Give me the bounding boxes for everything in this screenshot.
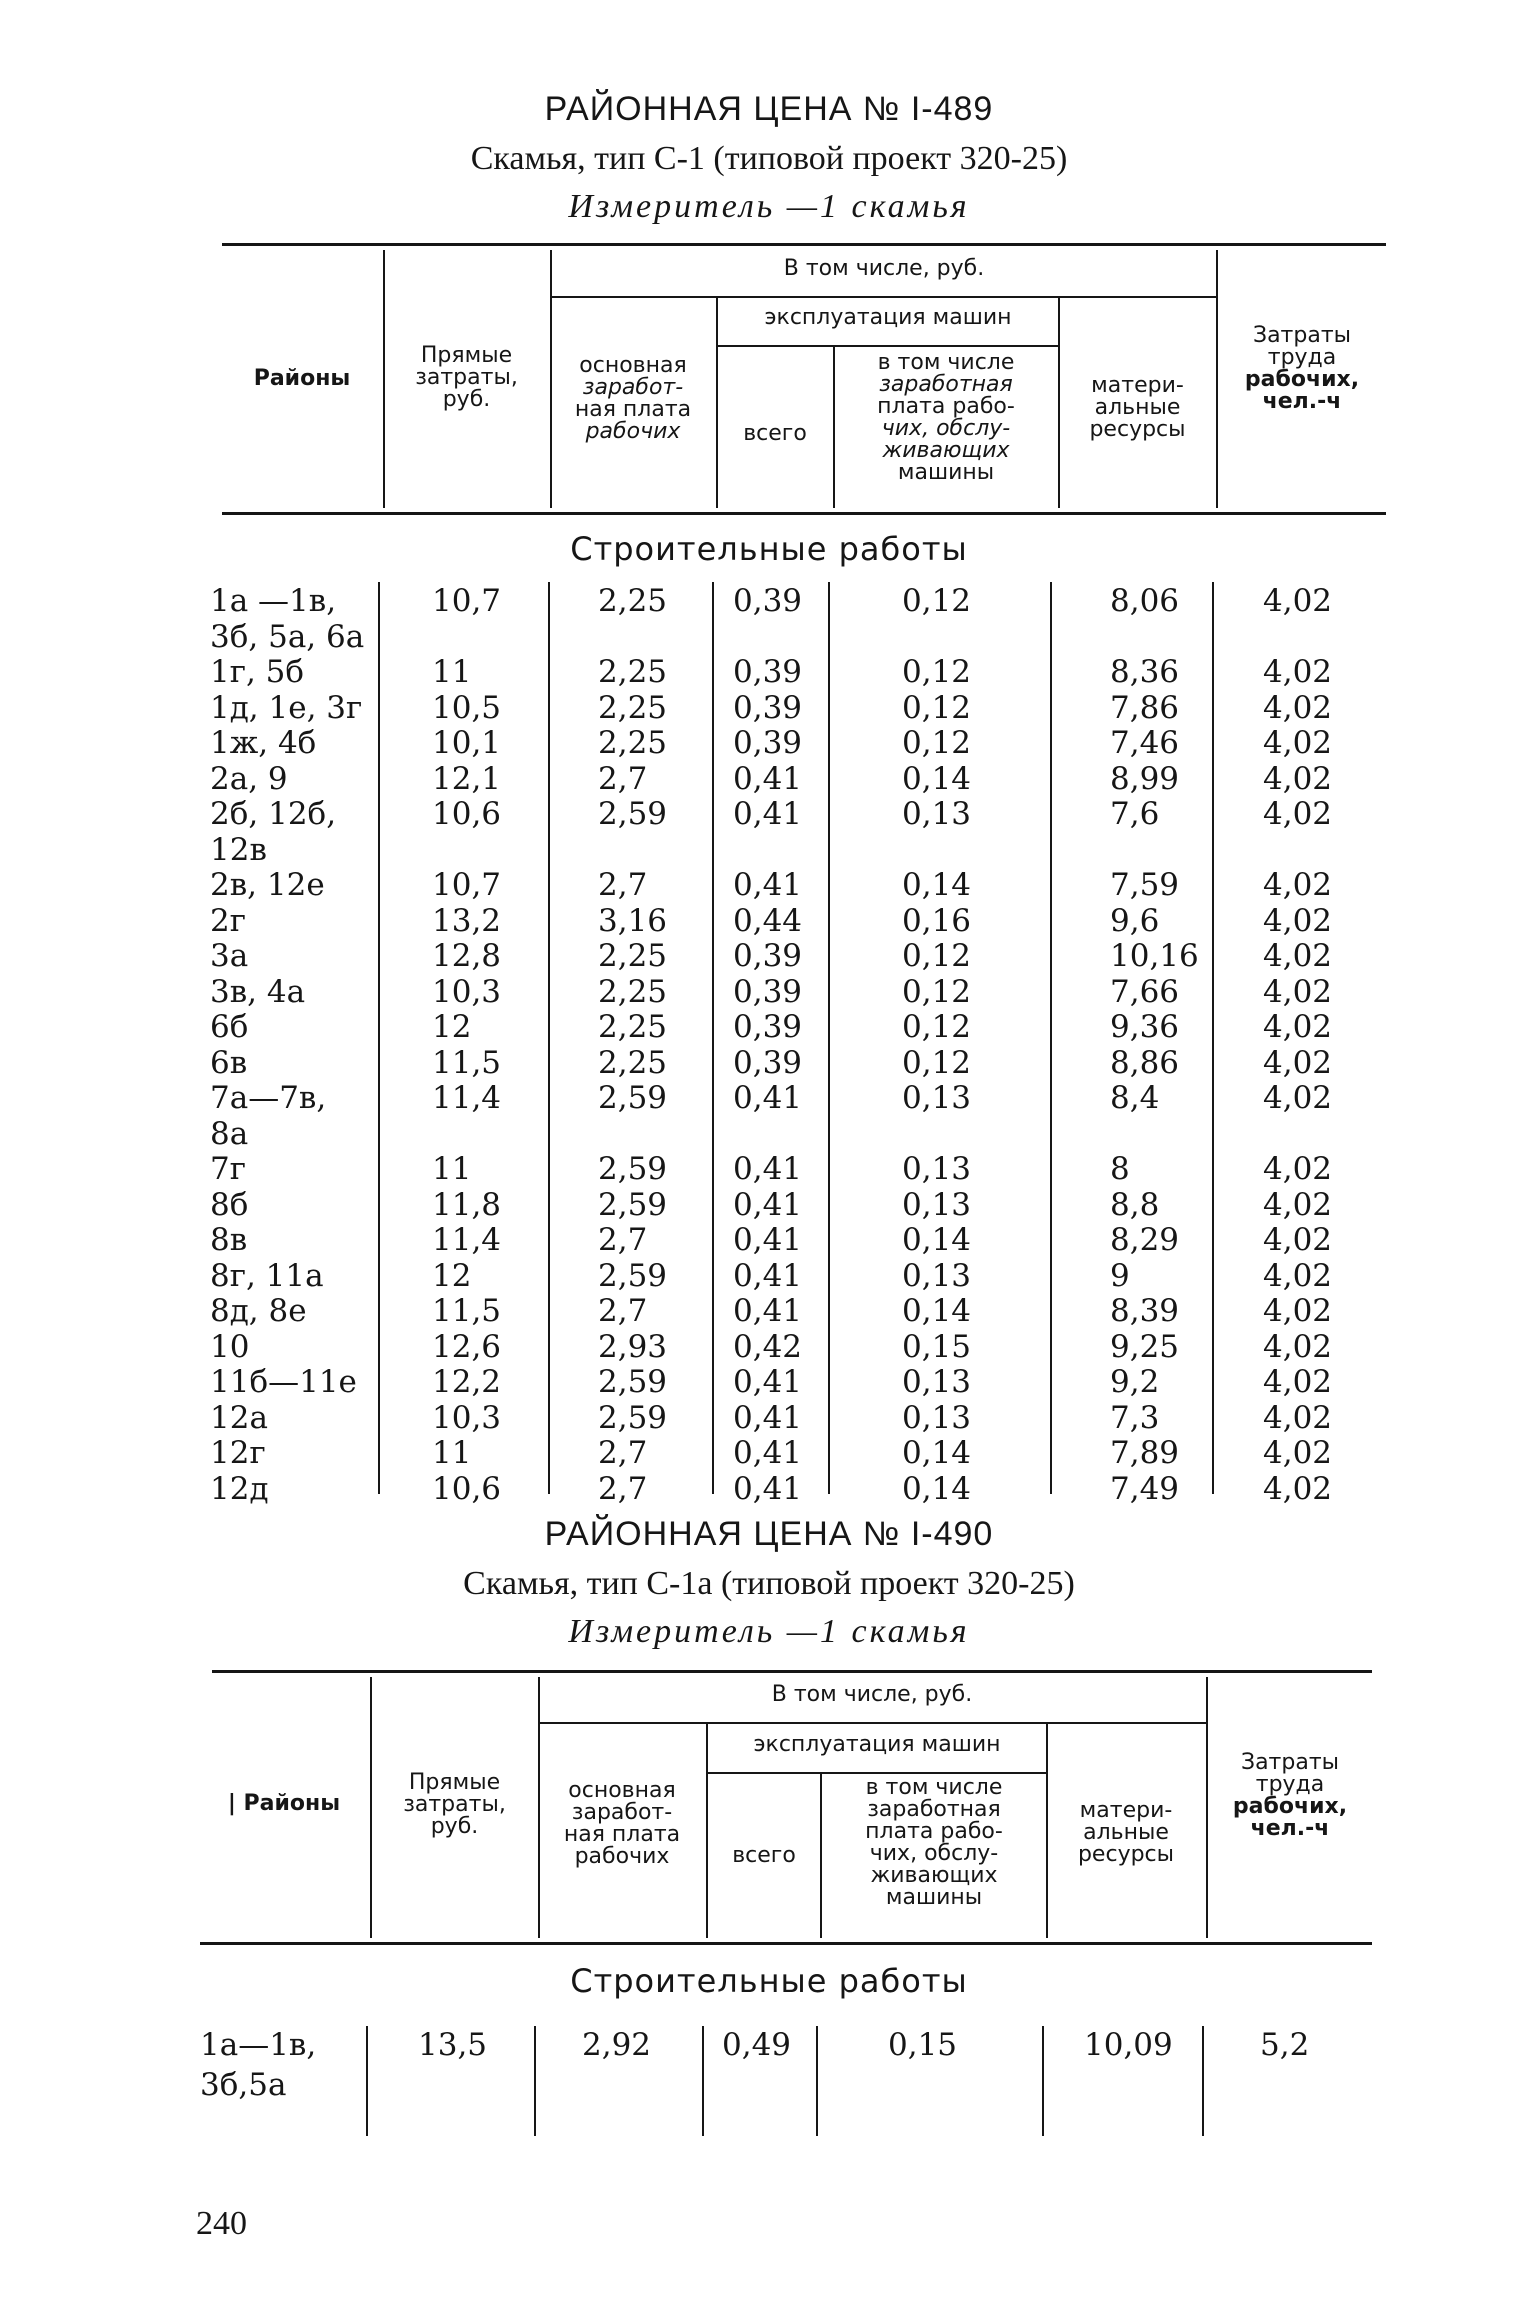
cell-mwages: 0,12 <box>902 1009 972 1045</box>
cell-materials: 10,09 <box>1084 2027 1173 2063</box>
cell-wages: 2,25 <box>598 583 668 619</box>
cell-labor: 4,02 <box>1263 1044 1333 1081</box>
cell-wages: 2,25 <box>598 1009 668 1045</box>
cell-direct: 10,7 <box>432 867 502 903</box>
table-1-header-rule <box>222 512 1386 515</box>
header-line: чел.-ч <box>1250 1816 1330 1841</box>
cell-total: 0,41 <box>733 1435 803 1471</box>
cell-total: 0,49 <box>722 2027 792 2063</box>
header-line: Прямые <box>408 1770 501 1795</box>
cell-region: 8б <box>210 1186 249 1223</box>
cell-wages: 2,59 <box>598 1364 668 1400</box>
section-title-1: Строительные работы <box>570 530 968 568</box>
cell-materials: 7,86 <box>1110 689 1180 726</box>
cell-labor: 4,02 <box>1263 1009 1333 1045</box>
cell-labor: 4,02 <box>1263 1186 1333 1223</box>
table-row <box>0 1330 1538 1364</box>
cell-region: 12д <box>210 1470 269 1507</box>
cell-labor: 4,02 <box>1263 1328 1333 1365</box>
cell-direct: 11,4 <box>432 1222 502 1258</box>
header-line: Прямые <box>420 343 513 368</box>
header-line: рабочих, <box>1232 1794 1348 1819</box>
cell-wages: 2,25 <box>598 654 668 690</box>
cell-labor: 4,02 <box>1263 1435 1333 1471</box>
cell-materials: 7,66 <box>1110 973 1180 1010</box>
cell-labor: 4,02 <box>1263 654 1333 690</box>
table-row <box>0 2028 1538 2062</box>
cell-region: 6в <box>210 1044 248 1081</box>
table-row <box>0 2068 1538 2102</box>
cell-wages: 2,7 <box>598 1222 648 1258</box>
cell-mwages: 0,12 <box>902 1044 972 1081</box>
table-row <box>0 1081 1538 1115</box>
cell-labor: 4,02 <box>1263 1257 1333 1294</box>
cell-region: 12в <box>210 831 267 868</box>
cell-wages: 2,92 <box>582 2027 652 2063</box>
cell-labor: 4,02 <box>1263 725 1333 761</box>
header-machines-total: всего <box>743 421 807 446</box>
cell-mwages: 0,14 <box>902 867 972 903</box>
header-base-wages <box>540 1780 704 1868</box>
table-row <box>0 1046 1538 1080</box>
header-labor <box>1218 325 1386 413</box>
table-2-top-rule <box>212 1670 1372 1673</box>
cell-region: 1а —1в, <box>210 583 337 619</box>
cell-labor: 4,02 <box>1263 867 1333 903</box>
cell-region: 3в, 4а <box>210 973 306 1010</box>
cell-total: 0,41 <box>733 867 803 903</box>
cell-direct: 10,6 <box>432 796 502 832</box>
table-2-machines-rule <box>706 1772 1048 1774</box>
table-row <box>0 975 1538 1009</box>
cell-region: 1ж, 4б <box>210 725 317 761</box>
cell-mwages: 0,13 <box>902 1399 972 1436</box>
cell-direct: 11 <box>432 1151 472 1187</box>
header-line: в том числе <box>877 350 1015 375</box>
cell-mwages: 0,14 <box>902 760 972 797</box>
cell-materials: 9,6 <box>1110 902 1160 939</box>
cell-labor: 4,02 <box>1263 1364 1333 1400</box>
cell-wages: 2,93 <box>598 1328 668 1365</box>
table-row <box>0 1436 1538 1470</box>
cell-total: 0,41 <box>733 1470 803 1507</box>
cell-total: 0,41 <box>733 1080 803 1116</box>
header-line: альные <box>1094 395 1181 420</box>
table-2-header-rule <box>200 1942 1372 1945</box>
cell-direct: 10,5 <box>432 689 502 726</box>
cell-mwages: 0,14 <box>902 1435 972 1471</box>
header-line: труда <box>1267 345 1337 370</box>
table-row <box>0 1472 1538 1506</box>
cell-materials: 8,36 <box>1110 654 1180 690</box>
header-line: труда <box>1255 1772 1325 1797</box>
header-line: живающих <box>870 1863 998 1888</box>
cell-region: 1а—1в, <box>200 2027 317 2063</box>
cell-labor: 4,02 <box>1263 1222 1333 1258</box>
price-subtitle-1: Скамья, тип С-1 (типовой проект 320-25) <box>470 140 1068 177</box>
cell-mwages: 0,14 <box>902 1470 972 1507</box>
cell-materials: 7,49 <box>1110 1470 1180 1507</box>
cell-region: 10 <box>210 1328 250 1365</box>
cell-mwages: 0,12 <box>902 689 972 726</box>
cell-region: 6б <box>210 1009 249 1045</box>
header-materials <box>1048 1800 1204 1866</box>
header-including: В том числе, руб. <box>783 256 985 281</box>
header-line: основная <box>568 1778 676 1803</box>
table-row <box>0 620 1538 654</box>
cell-total: 0,39 <box>733 725 803 761</box>
cell-labor: 4,02 <box>1263 1399 1333 1436</box>
cell-mwages: 0,15 <box>902 1328 972 1365</box>
cell-region: 12а <box>210 1399 268 1436</box>
table-2-incl-rule <box>540 1722 1206 1724</box>
header-including: В том числе, руб. <box>771 1682 973 1707</box>
header-line: руб. <box>430 1814 479 1839</box>
cell-materials: 8,4 <box>1110 1080 1160 1116</box>
cell-wages: 2,25 <box>598 725 668 761</box>
cell-direct: 12 <box>432 1009 472 1045</box>
header-line: плата рабо- <box>877 394 1015 419</box>
price-meter-1: Измеритель —1 скамья <box>568 188 970 225</box>
cell-total: 0,41 <box>733 1186 803 1223</box>
cell-labor: 4,02 <box>1263 938 1333 974</box>
header-line: чих, обслу- <box>869 1841 999 1866</box>
cell-total: 0,39 <box>733 654 803 690</box>
cell-region: 8г, 11а <box>210 1257 324 1294</box>
cell-wages: 2,59 <box>598 1257 668 1294</box>
cell-mwages: 0,14 <box>902 1222 972 1258</box>
table-row <box>0 1294 1538 1328</box>
header-materials <box>1060 375 1215 441</box>
cell-mwages: 0,13 <box>902 796 972 832</box>
cell-total: 0,41 <box>733 1364 803 1400</box>
cell-mwages: 0,16 <box>902 902 972 939</box>
header-line: альные <box>1083 1820 1169 1845</box>
cell-labor: 4,02 <box>1263 902 1333 939</box>
cell-total: 0,41 <box>733 1257 803 1294</box>
cell-labor: 4,02 <box>1263 1470 1333 1507</box>
header-regions: Районы <box>253 366 351 391</box>
header-line: Затраты <box>1240 1750 1340 1775</box>
table-row <box>0 1365 1538 1399</box>
header-line: рабочих, <box>1244 367 1360 392</box>
cell-total: 0,42 <box>733 1328 803 1365</box>
cell-materials: 9 <box>1110 1257 1130 1294</box>
cell-region: 3а <box>210 938 249 974</box>
cell-wages: 3,16 <box>598 902 668 939</box>
cell-materials: 9,2 <box>1110 1364 1160 1400</box>
cell-labor: 4,02 <box>1263 760 1333 797</box>
cell-materials: 8 <box>1110 1151 1130 1187</box>
cell-wages: 2,7 <box>598 1435 648 1471</box>
cell-wages: 2,59 <box>598 1080 668 1116</box>
header-regions: | Районы <box>227 1791 341 1816</box>
cell-mwages: 0,13 <box>902 1257 972 1294</box>
page-number: 240 <box>196 2205 247 2242</box>
table-row <box>0 1259 1538 1293</box>
header-line: заработ- <box>571 1800 673 1825</box>
section-title-2: Строительные работы <box>570 1962 968 2000</box>
cell-direct: 11,5 <box>432 1044 502 1081</box>
cell-total: 0,39 <box>733 583 803 619</box>
cell-wages: 2,59 <box>598 1186 668 1223</box>
cell-region: 11б—11е <box>210 1364 357 1400</box>
table-1-incl-rule <box>550 296 1216 298</box>
cell-total: 0,41 <box>733 1293 803 1329</box>
header-line: матери- <box>1079 1798 1173 1823</box>
cell-labor: 4,02 <box>1263 1151 1333 1187</box>
header-direct-costs <box>385 345 548 411</box>
header-line: машины <box>885 1885 983 1910</box>
header-machine-wages <box>835 352 1057 484</box>
price-subtitle-2: Скамья, тип С-1а (типовой проект 320-25) <box>463 1565 1075 1602</box>
cell-mwages: 0,14 <box>902 1293 972 1329</box>
cell-total: 0,39 <box>733 938 803 974</box>
cell-region: 8д, 8е <box>210 1293 307 1329</box>
header-line: матери- <box>1091 373 1184 398</box>
cell-direct: 11 <box>432 1435 472 1471</box>
cell-region: 2а, 9 <box>210 760 288 797</box>
table-row <box>0 1117 1538 1151</box>
table-row <box>0 1223 1538 1257</box>
table-row <box>0 1188 1538 1222</box>
cell-direct: 12,8 <box>432 938 502 974</box>
header-line: заработная <box>879 372 1013 397</box>
header-line: затраты, <box>415 365 518 390</box>
cell-direct: 10,7 <box>432 583 502 619</box>
cell-direct: 12,1 <box>432 760 502 797</box>
cell-region: 3б, 5а, 6а <box>210 618 365 655</box>
header-line: рабочих <box>574 1844 670 1869</box>
table-1-top-rule <box>222 243 1386 246</box>
header-machine-operation: эксплуатация машин <box>764 305 1012 330</box>
cell-materials: 8,06 <box>1110 583 1180 619</box>
table-1-machines-rule <box>716 345 1058 347</box>
table-1-vline <box>716 298 718 508</box>
cell-materials: 8,39 <box>1110 1293 1180 1329</box>
price-title-2: РАЙОННАЯ ЦЕНА № I-490 <box>544 1515 994 1553</box>
cell-mwages: 0,12 <box>902 654 972 690</box>
header-line: ная плата <box>574 397 692 422</box>
header-line: Затраты <box>1252 323 1352 348</box>
table-2-vline <box>706 1724 708 1938</box>
cell-region: 8в <box>210 1222 248 1258</box>
header-line: живающих <box>882 438 1010 463</box>
cell-region: 1г, 5б <box>210 654 305 690</box>
cell-wages: 2,7 <box>598 760 648 797</box>
table-row <box>0 726 1538 760</box>
header-line: ная плата <box>563 1822 681 1847</box>
cell-direct: 11,4 <box>432 1080 502 1116</box>
cell-materials: 9,36 <box>1110 1009 1180 1045</box>
cell-mwages: 0,12 <box>902 725 972 761</box>
header-direct-costs <box>372 1772 537 1838</box>
cell-direct: 12,6 <box>432 1328 502 1365</box>
cell-direct: 13,2 <box>432 902 502 939</box>
cell-total: 0,41 <box>733 1222 803 1258</box>
cell-materials: 7,3 <box>1110 1399 1160 1436</box>
table-row <box>0 1401 1538 1435</box>
table-row <box>0 655 1538 689</box>
cell-region: 2г <box>210 902 246 939</box>
cell-labor: 5,2 <box>1260 2027 1310 2063</box>
cell-region: 1д, 1е, 3г <box>210 689 363 726</box>
cell-wages: 2,25 <box>598 973 668 1010</box>
cell-materials: 8,29 <box>1110 1222 1180 1258</box>
cell-direct: 11 <box>432 654 472 690</box>
cell-materials: 10,16 <box>1110 938 1199 974</box>
header-line: машины <box>897 460 995 485</box>
header-line: в том числе <box>865 1775 1003 1800</box>
header-line: чел.-ч <box>1262 389 1342 414</box>
header-line: ресурсы <box>1077 1842 1175 1867</box>
cell-materials: 7,46 <box>1110 725 1180 761</box>
cell-region: 2в, 12е <box>210 867 325 903</box>
cell-total: 0,41 <box>733 1399 803 1436</box>
cell-total: 0,39 <box>733 1044 803 1081</box>
table-row <box>0 1010 1538 1044</box>
cell-direct: 11,5 <box>432 1293 502 1329</box>
table-row <box>0 691 1538 725</box>
header-machine-wages <box>822 1777 1046 1909</box>
cell-mwages: 0,13 <box>902 1186 972 1223</box>
cell-total: 0,44 <box>733 902 803 939</box>
cell-mwages: 0,12 <box>902 938 972 974</box>
header-machine-operation: эксплуатация машин <box>753 1732 1001 1757</box>
cell-total: 0,39 <box>733 689 803 726</box>
price-title-1: РАЙОННАЯ ЦЕНА № I-489 <box>544 90 994 128</box>
cell-wages: 2,7 <box>598 1293 648 1329</box>
header-base-wages <box>552 355 714 443</box>
cell-region: 7а—7в, <box>210 1080 327 1116</box>
cell-total: 0,39 <box>733 973 803 1010</box>
header-line: заработная <box>867 1797 1001 1822</box>
cell-materials: 7,89 <box>1110 1435 1180 1471</box>
header-line: чих, обслу- <box>881 416 1011 441</box>
cell-materials: 8,8 <box>1110 1186 1160 1223</box>
cell-mwages: 0,13 <box>902 1080 972 1116</box>
cell-wages: 2,59 <box>598 1151 668 1187</box>
table-row <box>0 868 1538 902</box>
cell-direct: 11,8 <box>432 1186 502 1223</box>
cell-wages: 2,25 <box>598 689 668 726</box>
header-line: плата рабо- <box>865 1819 1003 1844</box>
cell-region: 2б, 12б, <box>210 796 337 832</box>
cell-mwages: 0,15 <box>888 2027 958 2063</box>
header-line: руб. <box>442 387 491 412</box>
cell-total: 0,41 <box>733 1151 803 1187</box>
cell-wages: 2,59 <box>598 1399 668 1436</box>
cell-materials: 8,86 <box>1110 1044 1180 1081</box>
cell-wages: 2,25 <box>598 938 668 974</box>
cell-region: 12г <box>210 1435 266 1471</box>
cell-direct: 10,1 <box>432 725 502 761</box>
cell-direct: 10,3 <box>432 973 502 1010</box>
cell-labor: 4,02 <box>1263 796 1333 832</box>
header-line: рабочих <box>585 419 681 444</box>
cell-region: 3б,5а <box>200 2067 287 2103</box>
table-row <box>0 762 1538 796</box>
cell-direct: 12 <box>432 1257 472 1294</box>
cell-labor: 4,02 <box>1263 583 1333 619</box>
table-row <box>0 584 1538 618</box>
cell-wages: 2,25 <box>598 1044 668 1081</box>
cell-direct: 13,5 <box>418 2027 488 2063</box>
table-row <box>0 939 1538 973</box>
header-labor <box>1208 1752 1372 1840</box>
cell-mwages: 0,13 <box>902 1151 972 1187</box>
cell-total: 0,41 <box>733 796 803 832</box>
cell-direct: 10,3 <box>432 1399 502 1436</box>
cell-materials: 7,6 <box>1110 796 1160 832</box>
cell-mwages: 0,13 <box>902 1364 972 1400</box>
cell-labor: 4,02 <box>1263 1080 1333 1116</box>
table-row <box>0 833 1538 867</box>
table-row <box>0 797 1538 831</box>
cell-labor: 4,02 <box>1263 689 1333 726</box>
header-line: ресурсы <box>1089 417 1186 442</box>
cell-total: 0,39 <box>733 1009 803 1045</box>
price-meter-2: Измеритель —1 скамья <box>568 1613 970 1650</box>
header-line: основная <box>579 353 687 378</box>
cell-wages: 2,59 <box>598 796 668 832</box>
cell-direct: 12,2 <box>432 1364 502 1400</box>
cell-labor: 4,02 <box>1263 1293 1333 1329</box>
cell-total: 0,41 <box>733 760 803 797</box>
cell-wages: 2,7 <box>598 867 648 903</box>
header-line: заработ- <box>582 375 684 400</box>
cell-mwages: 0,12 <box>902 583 972 619</box>
table-row <box>0 1152 1538 1186</box>
cell-materials: 8,99 <box>1110 760 1180 797</box>
cell-materials: 7,59 <box>1110 867 1180 903</box>
cell-materials: 9,25 <box>1110 1328 1180 1365</box>
header-machines-total: всего <box>732 1843 796 1868</box>
cell-region: 7г <box>210 1151 246 1187</box>
cell-wages: 2,7 <box>598 1470 648 1507</box>
table-row <box>0 904 1538 938</box>
header-line: затраты, <box>403 1792 506 1817</box>
cell-labor: 4,02 <box>1263 973 1333 1010</box>
cell-region: 8а <box>210 1115 249 1152</box>
cell-direct: 10,6 <box>432 1470 502 1507</box>
cell-mwages: 0,12 <box>902 973 972 1010</box>
